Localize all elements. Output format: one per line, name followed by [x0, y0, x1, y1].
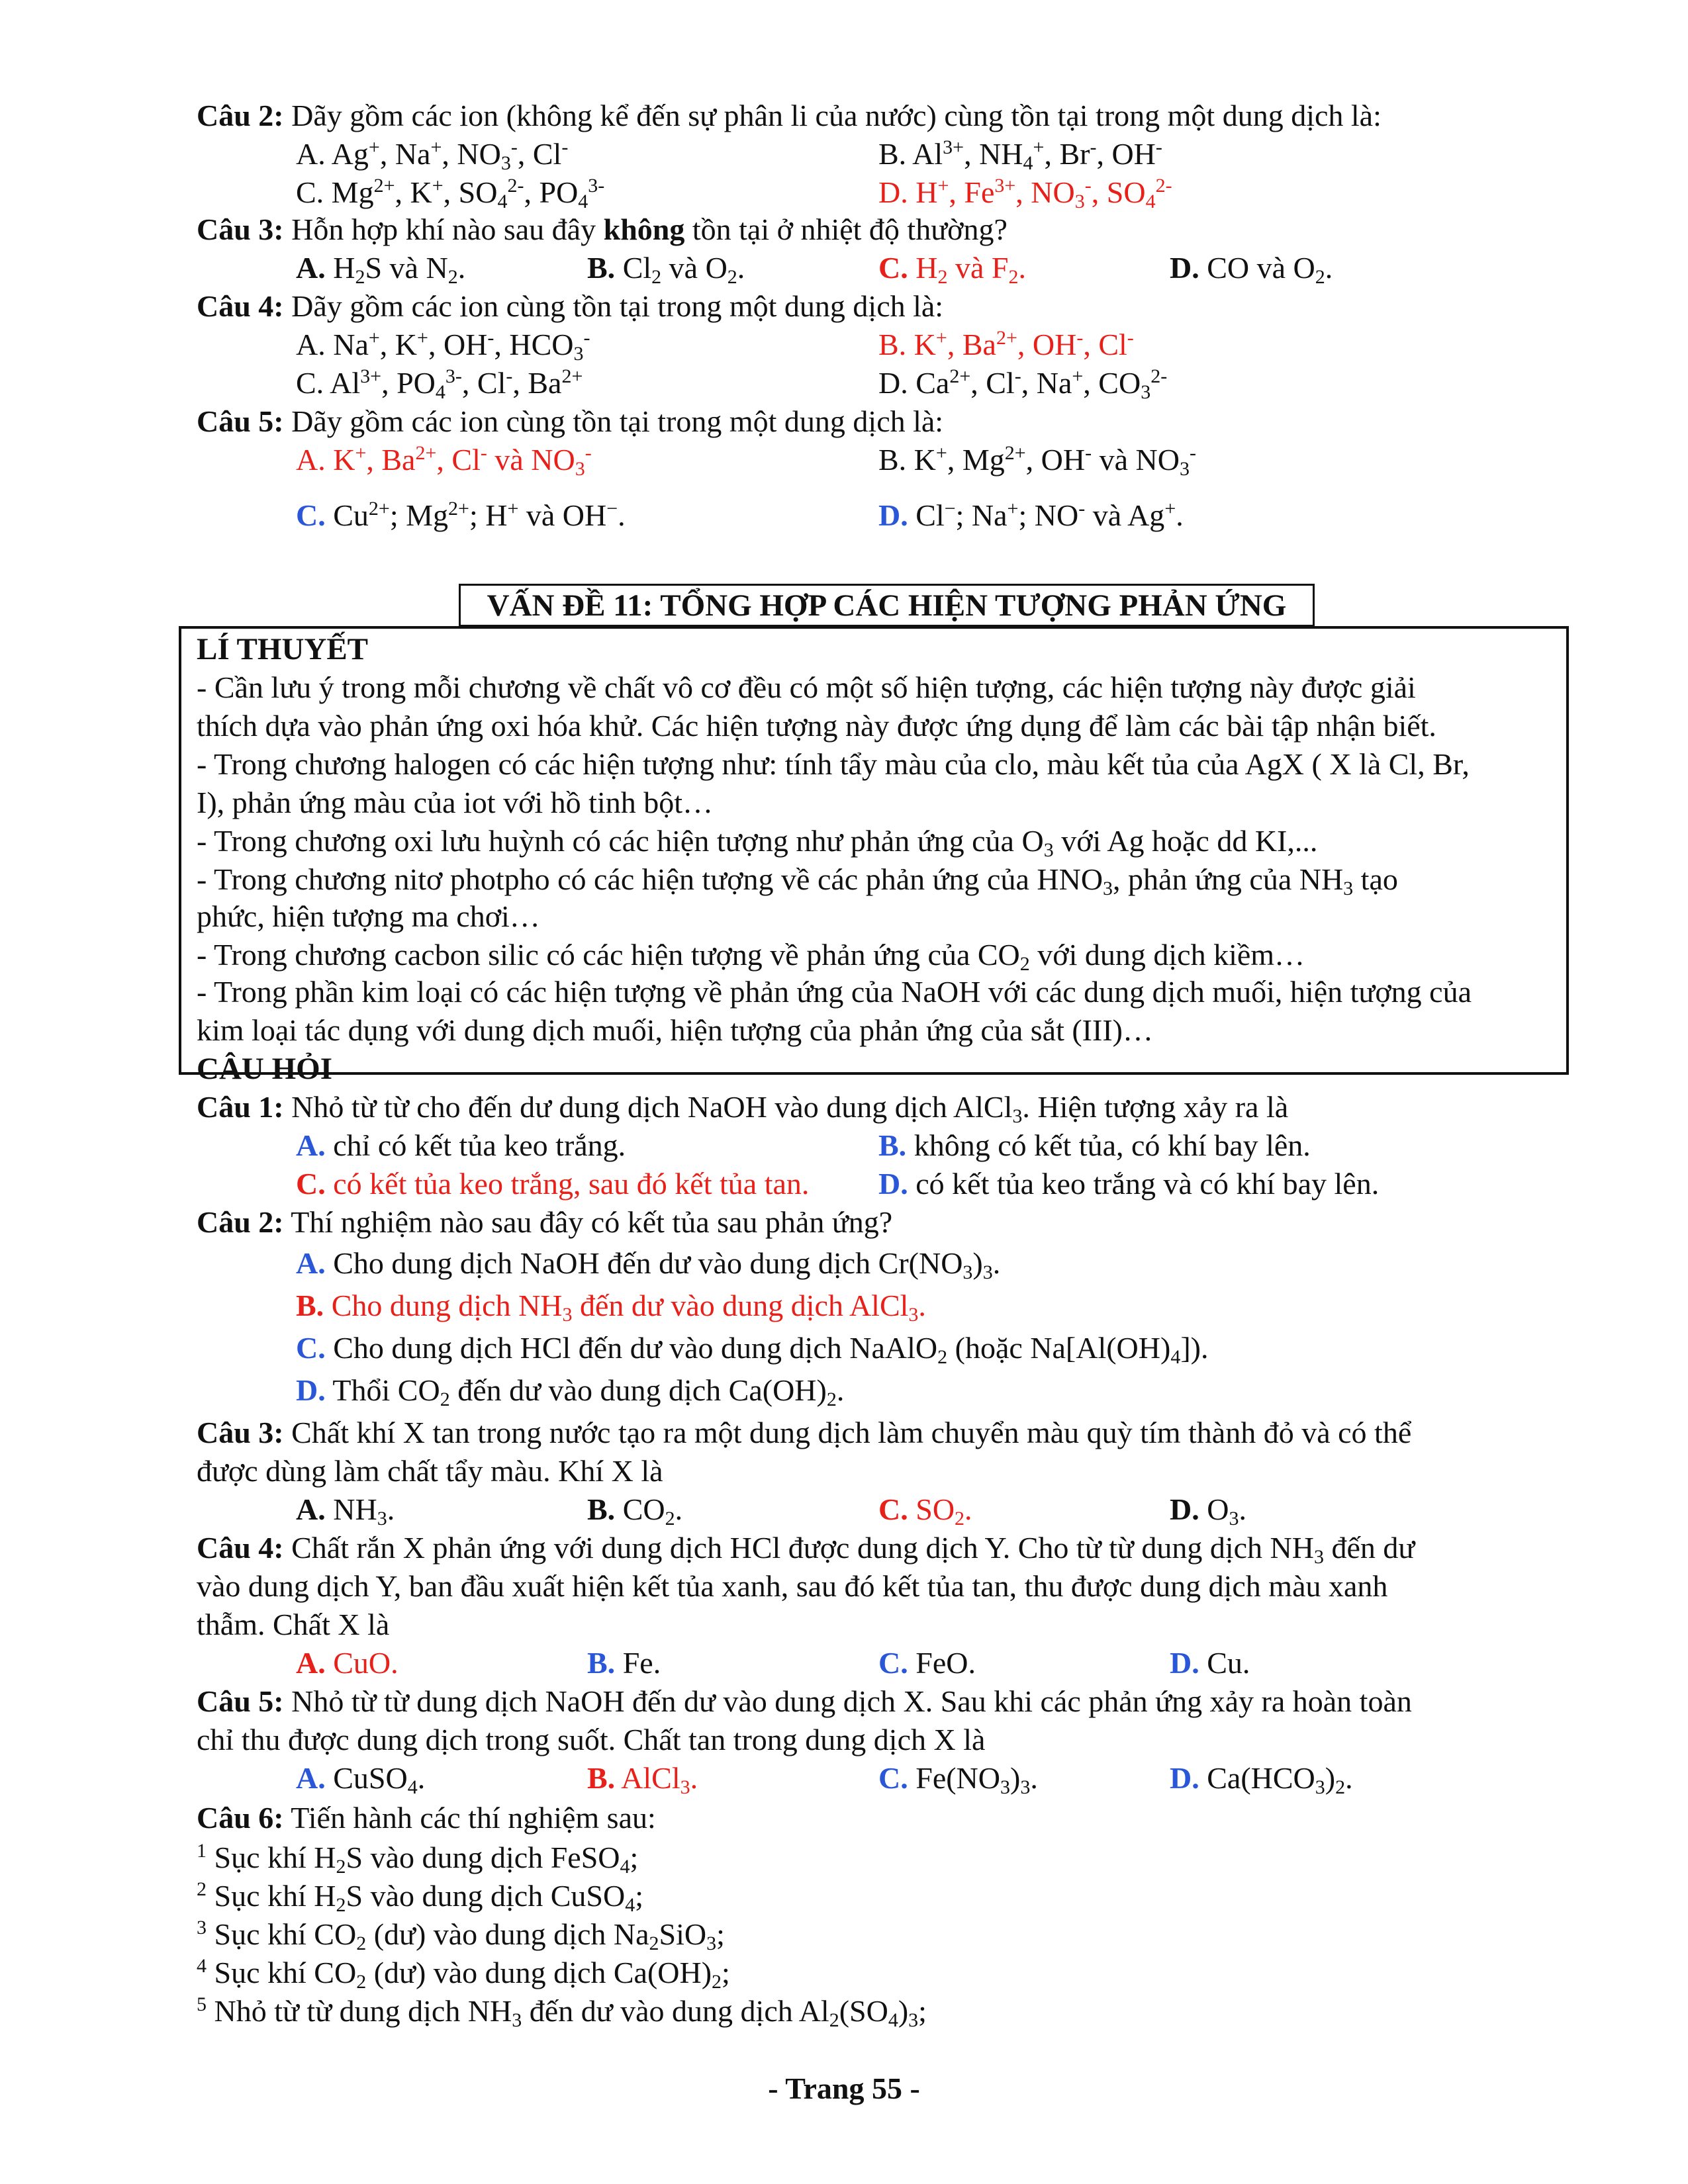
q4-stem: Câu 4: Dãy gồm các ion cùng tồn tại trong một dung dịch là: — [197, 289, 944, 323]
p2-q5-option-c: C. $Fe(NO_3)_3$. — [878, 1761, 1038, 1798]
p2-q4-option-c: C. FeO. — [878, 1646, 976, 1680]
p2-q5-stem: Câu 5: Nhỏ từ từ dung dịch NaOH đến dư vào dung dịch X. Sau khi các phản ứng xảy ra hoàn toàn — [197, 1684, 1412, 1718]
q5-option-d: D. Cl−; Na+; NO- và Ag+. — [878, 498, 1184, 532]
p2-q4-option-d: D. Cu. — [1170, 1646, 1250, 1680]
q2-stem: Câu 2: Dãy gồm các ion (không kể đến sự phân li của nước) cùng tồn tại trong một dung dịch là: — [197, 99, 1382, 132]
p2-q4-stem: Câu 4: Chất rắn X phản ứng với dung dịch HCl được dung dịch Y. Cho từ từ dung dịch $NH_3$ đến dư — [197, 1531, 1415, 1568]
q3-option-c: C. $H_2$ và $F_2$. — [878, 251, 1026, 288]
q2-option-c: C. $Mg^{2+}$, K+, $SO_4^{2-}$, $PO_4^{3-}$ — [296, 175, 605, 212]
q2-option-b: B. $Al^{3+}$, $NH_4^+$, Br-, OH- — [878, 136, 1162, 174]
p2-q3-option-b: B. $CO_2$. — [587, 1492, 683, 1529]
p2-q1-option-c: C. có kết tủa keo trắng, sau đó kết tủa tan. — [296, 1167, 810, 1201]
theory-line: - Cần lưu ý trong mỗi chương về chất vô cơ đều có một số hiện tượng, các hiện tượng này được giải — [197, 670, 1416, 704]
theory-line: thích dựa vào phản ứng oxi hóa khử. Các hiện tượng này được ứng dụng để làm các bài tập nhận biết. — [197, 709, 1436, 743]
p2-q1-stem: Câu 1: Nhỏ từ từ cho đến dư dung dịch NaOH vào dung dịch AlCl$_3$. Hiện tượng xảy ra là — [197, 1090, 1289, 1127]
q5-option-c: C. $Cu^{2+}$; $Mg^{2+}$; H+ và OH−. — [296, 498, 626, 532]
q3-stem: Câu 3: Hỗn hợp khí nào sau đây không tồn tại ở nhiệt độ thường? — [197, 212, 1008, 246]
theory-line: I), phản ứng màu của iot với hồ tinh bột… — [197, 786, 714, 819]
q3-option-d: D. CO và $O_2$. — [1170, 251, 1333, 288]
section-title: VẤN ĐỀ 11: TỔNG HỢP CÁC HIỆN TƯỢNG PHẢN ỨNG — [459, 584, 1315, 627]
p2-q4-stem-cont: thẫm. Chất X là — [197, 1608, 390, 1641]
p2-q4-option-a: A. CuO. — [296, 1646, 399, 1680]
p2-q3-option-a: A. $NH_3$. — [296, 1492, 395, 1529]
p2-q4-option-b: B. Fe. — [587, 1646, 661, 1680]
p2-q2-option-d: D. Thổi $CO_2$ đến dư vào dung dịch $Ca(OH)_2$. — [296, 1373, 845, 1410]
p2-q3-option-c: C. $SO_2$. — [878, 1492, 972, 1529]
q3-option-b: B. $Cl_2$ và $O_2$. — [587, 251, 745, 288]
p2-q4-stem-cont: vào dung dịch Y, ban đầu xuất hiện kết tủa xanh, sau đó kết tủa tan, thu được dung dịch màu xanh — [197, 1569, 1388, 1603]
theory-line: - Trong chương oxi lưu huỳnh có các hiện tượng như phản ứng của $O_3$ với Ag hoặc dd KI,... — [197, 824, 1318, 861]
q3-option-a: A. $H_2S$ và $N_2$. — [296, 251, 466, 288]
experiment-item: $^2$ Sục khí $H_2S$ vào dung dịch CuSO$_4$; — [197, 1878, 643, 1916]
q5-option-a: A. K+, $Ba^{2+}$, Cl- và $NO_3^-$ — [296, 442, 592, 480]
q4-option-b: B. K+, $Ba^{2+}$, OH-, Cl- — [878, 327, 1134, 361]
theory-line: phức, hiện tượng ma chơi… — [197, 899, 540, 933]
p2-q5-option-d: D. $Ca(HCO_3)_2$. — [1170, 1761, 1353, 1798]
theory-line: - Trong chương cacbon silic có các hiện tượng về phản ứng của $CO_2$ với dung dịch kiềm… — [197, 938, 1305, 975]
q5-stem: Câu 5: Dãy gồm các ion cùng tồn tại trong một dung dịch là: — [197, 404, 944, 438]
p2-q5-stem-cont: chỉ thu được dung dịch trong suốt. Chất tan trong dung dịch X là — [197, 1723, 986, 1756]
questions-heading: CÂU HỎI — [197, 1052, 332, 1086]
experiment-item: $^3$ Sục khí $CO_2$ (dư) vào dung dịch $Na_2SiO_3$; — [197, 1917, 725, 1954]
theory-line: - Trong phần kim loại có các hiện tượng về phản ứng của NaOH với các dung dịch muối, hiện tượng của — [197, 975, 1472, 1009]
theory-line: - Trong chương nitơ photpho có các hiện tượng về các phản ứng của $HNO_3$, phản ứng của $NH_3$ tạo — [197, 862, 1398, 899]
q2-option-a: A. Ag+, Na+, $NO_3^-$, Cl- — [296, 136, 569, 174]
p2-q2-option-b: B. Cho dung dịch $NH_3$ đến dư vào dung dịch AlCl$_3$. — [296, 1289, 926, 1326]
experiment-item: $^4$ Sục khí $CO_2$ (dư) vào dung dịch $Ca(OH)_2$; — [197, 1955, 730, 1993]
q4-option-a: A. Na+, K+, OH-, $HCO_3^-$ — [296, 327, 590, 365]
theory-line: - Trong chương halogen có các hiện tượng như: tính tẩy màu của clo, màu kết tủa của AgX ( X là Cl, Br, — [197, 747, 1470, 781]
theory-line: kim loại tác dụng với dung dịch muối, hiện tượng của phản ứng của sắt (III)… — [197, 1013, 1153, 1047]
theory-heading: LÍ THUYẾT — [197, 632, 369, 666]
q5-option-b: B. K+, $Mg^{2+}$, OH- và $NO_3^-$ — [878, 442, 1196, 480]
p2-q5-option-b: B. AlCl$_3$. — [587, 1761, 698, 1798]
q2-option-d: D. H+, $Fe^{3+}$, $NO_3^-$, $SO_4^{2-}$ — [878, 175, 1172, 212]
p2-q3-option-d: D. $O_3$. — [1170, 1492, 1246, 1529]
p2-q5-option-a: A. CuSO$_4$. — [296, 1761, 426, 1798]
page-number: - Trang 55 - — [768, 2071, 920, 2105]
p2-q1-option-b: B. không có kết tủa, có khí bay lên. — [878, 1128, 1311, 1162]
p2-q1-option-d: D. có kết tủa keo trắng và có khí bay lên. — [878, 1167, 1380, 1201]
q4-option-c: C. $Al^{3+}$, $PO_4^{3-}$, Cl-, $Ba^{2+}$ — [296, 365, 583, 403]
q4-option-d: D. $Ca^{2+}$, Cl-, Na+, $CO_3^{2-}$ — [878, 365, 1168, 403]
experiment-item: $^5$ Nhỏ từ từ dung dịch $NH_3$ đến dư vào dung dịch $Al_2(SO_4)_3$; — [197, 1993, 927, 2031]
p2-q2-option-c: C. Cho dung dịch HCl đến dư vào dung dịch NaAlO$_2$ (hoặc $Na[Al(OH)_4]$). — [296, 1331, 1209, 1368]
p2-q3-stem-cont: được dùng làm chất tẩy màu. Khí X là — [197, 1454, 663, 1488]
p2-q6-stem: Câu 6: Tiến hành các thí nghiệm sau: — [197, 1801, 656, 1835]
p2-q3-stem: Câu 3: Chất khí X tan trong nước tạo ra một dung dịch làm chuyển màu quỳ tím thành đỏ và có thể — [197, 1416, 1412, 1449]
experiment-item: $^1$ Sục khí $H_2S$ vào dung dịch FeSO$_4$; — [197, 1840, 639, 1878]
p2-q2-option-a: A. Cho dung dịch NaOH đến dư vào dung dịch $Cr(NO_3)_3$. — [296, 1246, 1001, 1283]
p2-q1-option-a: A. chỉ có kết tủa keo trắng. — [296, 1128, 626, 1162]
p2-q2-stem: Câu 2: Thí nghiệm nào sau đây có kết tủa sau phản ứng? — [197, 1205, 893, 1239]
